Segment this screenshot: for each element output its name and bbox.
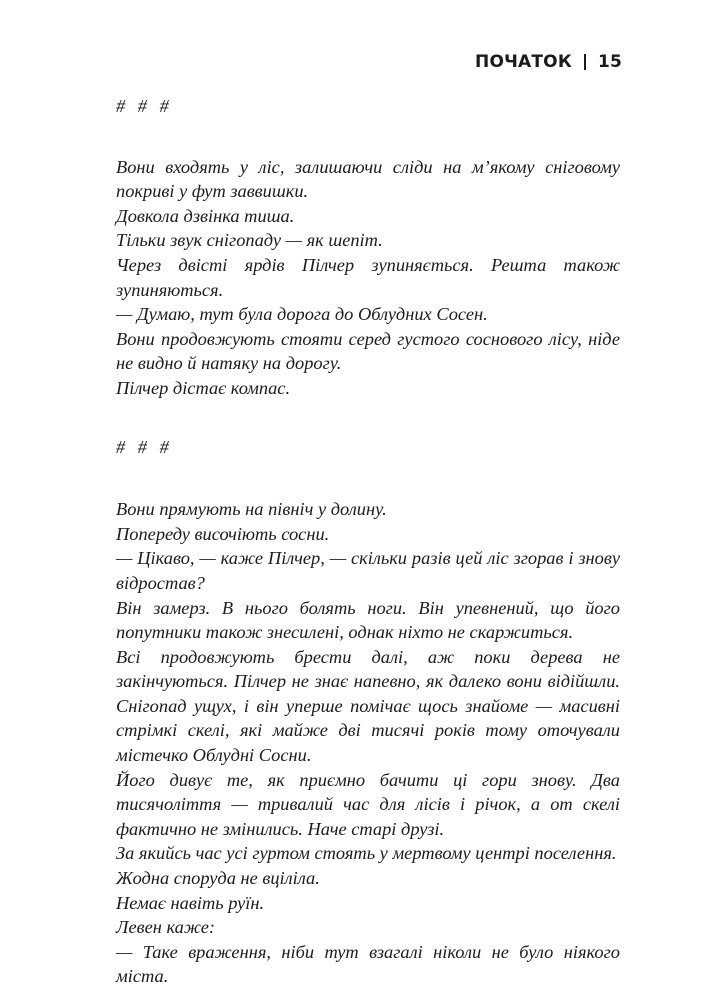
- paragraph: Вони продовжують стояти серед густого соснового лісу, ніде не видно й натяку на дорогу.: [116, 328, 620, 374]
- paragraph: Він замерз. В нього болять ноги. Він упевнений, що його попутники також знесилені, однак ніхто не скаржиться.: [116, 597, 620, 643]
- paragraph: Всі продовжують брести далі, аж поки дерева не закінчуються. Пілчер не знає напевно, як далеко вони відійшли. Снігопад ущух, і він уперше помічає щось знайоме — масивні стрімкі скелі, які майже дві тисячі років тому оточували містечко Облудні Сосни.: [116, 646, 620, 766]
- section-separator: # # #: [116, 96, 173, 116]
- chapter-title: ПОЧАТОК: [475, 52, 572, 72]
- paragraph: Його дивує те, як приємно бачити ці гори знову. Два тисячоліття — тривалий час для лісів і річок, а от скелі фактично не змінились. Наче старі друзі.: [116, 769, 620, 839]
- paragraph: — Таке враження, ніби тут взагалі ніколи не було ніякого міста.: [116, 941, 620, 987]
- paragraph: Жодна споруда не вціліла.: [116, 868, 320, 889]
- running-header: [475, 52, 622, 72]
- page-body: [116, 94, 620, 989]
- header-divider: [584, 54, 586, 70]
- paragraph: Вони прямують на північ у долину.: [116, 499, 387, 520]
- paragraph: Через двісті ярдів Пілчер зупиняється. Решта також зупиняються.: [116, 254, 620, 300]
- paragraph: Левен каже:: [116, 917, 215, 938]
- page-number: 15: [597, 52, 622, 72]
- paragraph: За якийсь час усі гуртом стоять у мертвому центрі поселення.: [116, 843, 617, 864]
- paragraph: Немає навіть руїн.: [116, 892, 265, 913]
- paragraph: Тільки звук снігопаду — як шепіт.: [116, 230, 383, 251]
- paragraph: Пілчер дістає компас.: [116, 377, 291, 398]
- paragraph: Вони входять у ліс, залишаючи сліди на м’якому сніговому покриві у фут заввишки.: [116, 156, 620, 202]
- section-separator: # # #: [116, 436, 173, 457]
- paragraph: — Думаю, тут була дорога до Облудних Сосен.: [116, 304, 488, 325]
- paragraph: Попереду височіють сосни.: [116, 523, 330, 544]
- paragraph: Довкола дзвінка тиша.: [116, 205, 295, 226]
- paragraph: — Цікаво, — каже Пілчер, — скільки разів цей ліс згорав і знову відростав?: [116, 548, 620, 593]
